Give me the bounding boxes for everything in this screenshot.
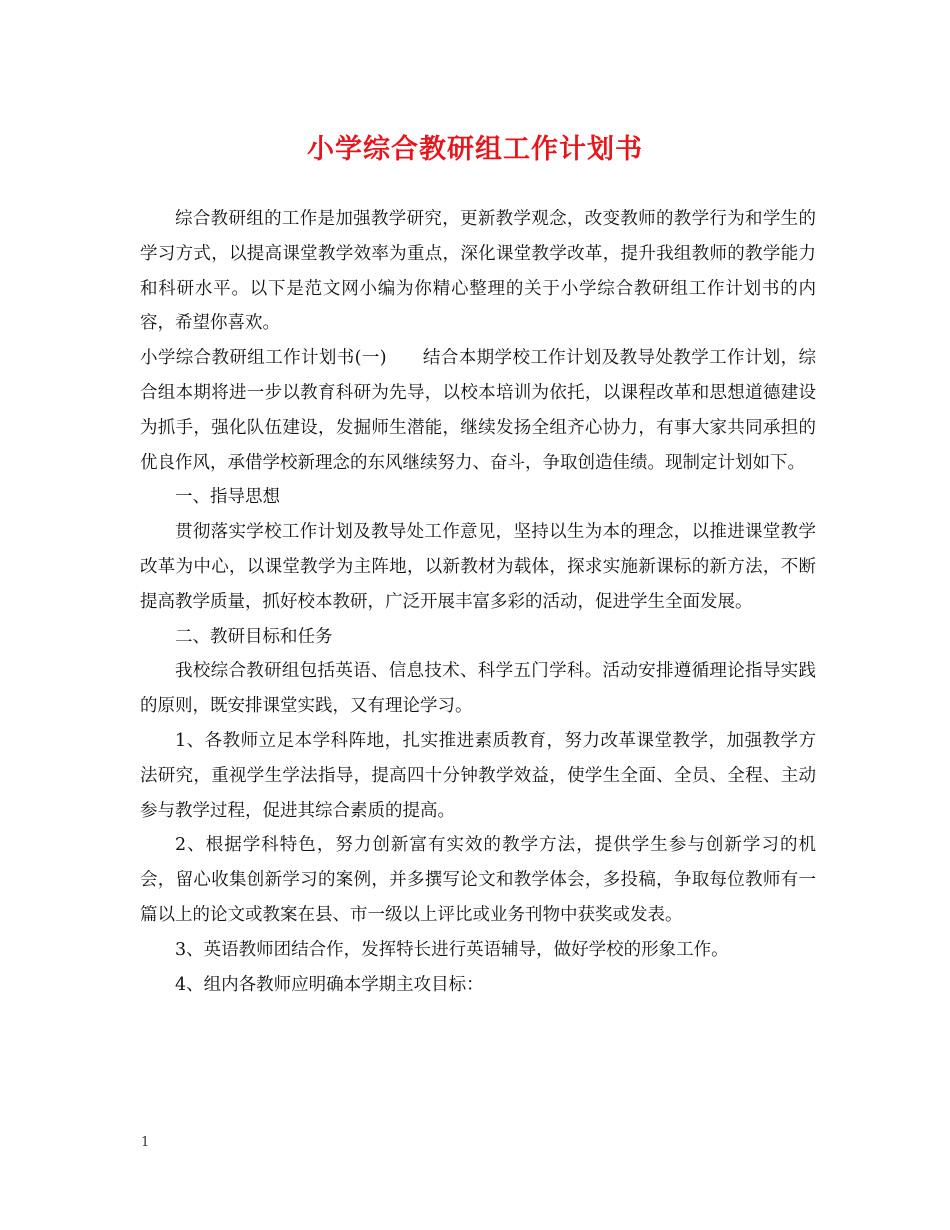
list-item-2: 2、根据学科特色，努力创新富有实效的教学方法，提供学生参与创新学习的机会，留心收集创新学习的案例，并多撰写论文和教学体会，多投稿，争取每位教师有一篇以上的论文或教案在县、市一级以上评比或业务刊物中获奖或发表。 xyxy=(140,835,816,925)
section-2-heading: 二、教研目标和任务 xyxy=(175,626,333,647)
section-2-paragraph: 我校综合教研组包括英语、信息技术、科学五门学科。活动安排遵循理论指导实践的原则，既安排课堂实践，又有理论学习。 xyxy=(140,661,816,717)
list-item-4: 4、组内各教师应明确本学期主攻目标： xyxy=(175,974,484,995)
part-one-text: 结合本期学校工作计划及教导处教学工作计划，综合组本期将进一步以教育科研为先导，以校本培训为依托，以课程改革和思想道德建设为抓手，强化队伍建设，发掘师生潜能，继续发扬全组齐心协力，有事大家共同承担的优良作风，承借学校新理念的东风继续努力、奋斗，争取创造佳绩。现制定计划如下。 xyxy=(140,348,817,473)
section-1-paragraph: 贯彻落实学校工作计划及教导处工作意见，坚持以生为本的理念，以推进课堂教学改革为中心，以课堂教学为主阵地，以新教材为载体，探求实施新课标的新方法，不断提高教学质量，抓好校本教研，广泛开展丰富多彩的活动，促进学生全面发展。 xyxy=(140,522,816,612)
part-one-paragraph xyxy=(140,341,816,480)
intro-paragraph: 综合教研组的工作是加强教学研究，更新教学观念，改变教师的教学行为和学生的学习方式，以提高课堂教学效率为重点，深化课堂教学改革，提升我组教师的教学能力和科研水平。以下是范文网小编为你精心整理的关于小学综合教研组工作计划书的内容，希望你喜欢。 xyxy=(140,209,816,334)
page-number: 1 xyxy=(141,1135,150,1150)
part-one-heading: 小学综合教研组工作计划书(一) xyxy=(140,348,387,369)
section-1-heading: 一、指导思想 xyxy=(175,487,280,508)
list-item-1: 1、各教师立足本学科阵地，扎实推进素质教育，努力改革课堂教学，加强教学方法研究，重视学生学法指导，提高四十分钟教学效益，使学生全面、全员、全程、主动参与教学过程，促进其综合素质的提高。 xyxy=(140,730,816,821)
document-body xyxy=(140,202,816,1002)
list-item-3: 3、英语教师团结合作，发挥特长进行英语辅导，做好学校的形象工作。 xyxy=(175,939,729,960)
document-title: 小学综合教研组工作计划书 xyxy=(307,134,643,165)
